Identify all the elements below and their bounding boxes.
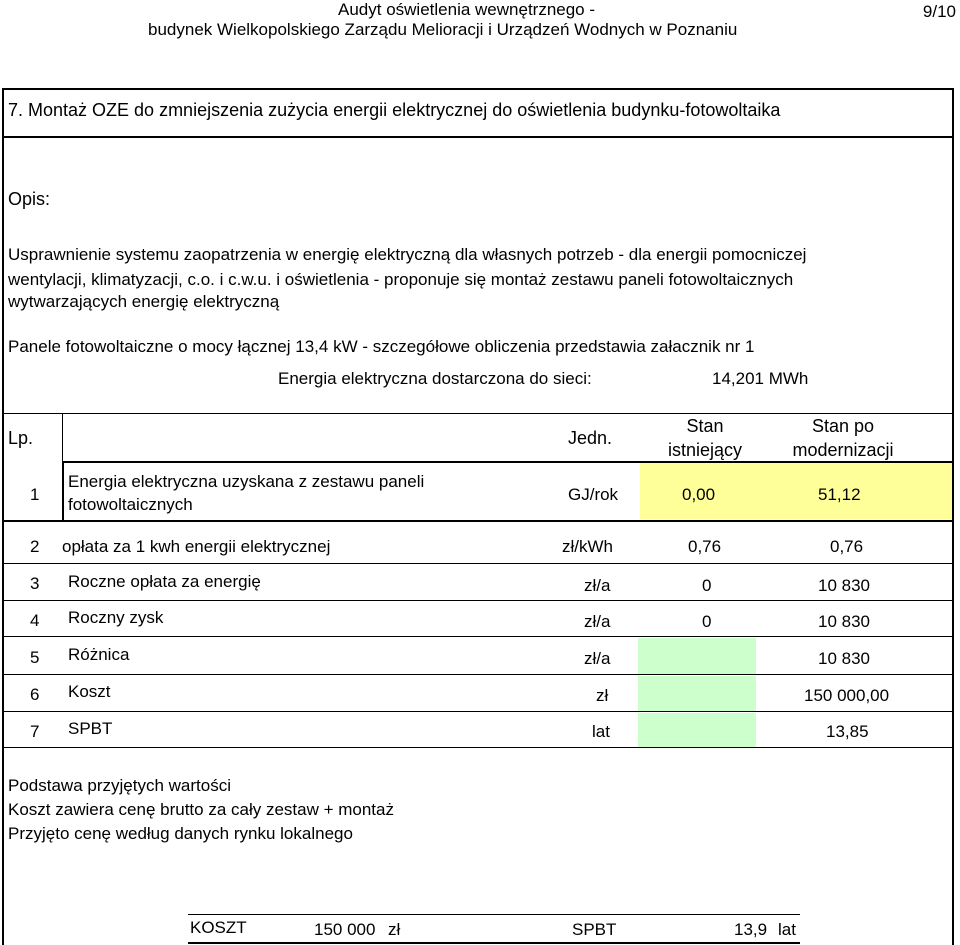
row6-name: Koszt xyxy=(68,682,111,701)
header-current-1: Stan xyxy=(686,416,724,436)
row3-current: 0 xyxy=(702,576,712,595)
row7-name: SPBT xyxy=(68,719,113,738)
table-top-line xyxy=(2,413,954,414)
energy-label: Energia elektryczna dostarczona do sieci: xyxy=(278,369,592,388)
col-divider-row1 xyxy=(62,461,64,521)
row2-name: opłata za 1 kwh energii elektrycznej xyxy=(62,537,331,556)
row6-after: 150 000,00 xyxy=(804,686,890,705)
row2-after: 0,76 xyxy=(830,537,864,556)
row6-bottom-line xyxy=(2,711,954,712)
row5-after: 10 830 xyxy=(818,649,870,668)
row5-green-cell xyxy=(638,638,756,674)
col-divider-header xyxy=(62,413,63,461)
row4-lp: 4 xyxy=(30,611,40,630)
basis-line1: Koszt zawiera cenę brutto za cały zestaw + montaż xyxy=(8,800,394,819)
report-title-line1: Audyt oświetlenia wewnętrznego - xyxy=(338,0,596,19)
row4-bottom-line xyxy=(2,636,954,637)
row6-lp: 6 xyxy=(30,685,40,704)
row7-bottom-line xyxy=(2,747,954,748)
header-lp: Lp. xyxy=(8,428,34,448)
section-title: 7. Montaż OZE do zmniejszenia zużycia energii elektrycznej do oświetlenia budynku-fotowoltaika xyxy=(8,100,781,120)
row1-current: 0,00 xyxy=(682,485,716,504)
summary-spbt-unit: lat xyxy=(778,920,796,939)
description-line1: Usprawnienie systemu zaopatrzenia w energię elektryczną dla własnych potrzeb - dla energii pomocniczej xyxy=(8,245,807,264)
row7-lp: 7 xyxy=(30,722,40,741)
row6-unit: zł xyxy=(596,686,609,705)
row3-lp: 3 xyxy=(30,574,40,593)
row2-current: 0,76 xyxy=(688,537,722,556)
report-title-line2: budynek Wielkopolskiego Zarządu Melioracji i Urządzeń Wodnych w Poznaniu xyxy=(148,20,738,39)
row5-bottom-line xyxy=(2,674,954,675)
row5-name: Różnica xyxy=(68,645,130,664)
frame-left xyxy=(2,88,4,945)
header-unit: Jedn. xyxy=(568,428,613,448)
row3-after: 10 830 xyxy=(818,576,870,595)
energy-value: 14,201 MWh xyxy=(712,369,809,388)
row3-name: Roczne opłata za energię xyxy=(68,572,261,591)
description-line2: wentylacji, klimatyzacji, c.o. i c.w.u. i oświetlenia - proponuje się montaż zestawu paneli fotowoltaicznych xyxy=(8,270,794,289)
row4-unit: zł/a xyxy=(584,612,611,631)
summary-cost-value: 150 000 xyxy=(314,920,376,939)
description-label: Opis: xyxy=(8,189,51,209)
row2-bottom-line xyxy=(2,563,954,564)
panels-info: Panele fotowoltaiczne o mocy łącznej 13,4 kW - szczegółowe obliczenia przedstawia załacznik nr 1 xyxy=(8,337,755,356)
row4-after: 10 830 xyxy=(818,612,870,631)
summary-spbt-label: SPBT xyxy=(572,920,617,939)
row1-unit: GJ/rok xyxy=(568,485,619,504)
page-number: 9/10 xyxy=(922,2,956,21)
frame-top xyxy=(2,88,954,90)
summary-bottom-line xyxy=(188,942,800,944)
row1-after: 51,12 xyxy=(818,485,861,504)
basis-title: Podstawa przyjętych wartości xyxy=(8,776,231,795)
header-current-2: istniejący xyxy=(667,440,743,460)
row1-name-line2: fotowoltaicznych xyxy=(68,495,193,514)
row1-bottom-line xyxy=(2,520,954,522)
summary-cost-unit: zł xyxy=(388,920,401,939)
frame-right xyxy=(952,88,954,945)
summary-spbt-value: 13,9 xyxy=(734,920,768,939)
header-after-1: Stan po xyxy=(811,416,875,436)
summary-top-line xyxy=(188,914,800,915)
header-after-2: modernizacji xyxy=(792,440,894,460)
row1-name-line1: Energia elektryczna uzyskana z zestawu paneli xyxy=(68,472,425,491)
section-divider xyxy=(2,136,954,138)
row7-unit: lat xyxy=(592,722,610,741)
row7-green-cell xyxy=(638,713,756,747)
row5-unit: zł/a xyxy=(584,649,611,668)
row7-after: 13,85 xyxy=(826,722,869,741)
description-line3: wytwarzających energię elektryczną xyxy=(8,292,280,311)
row2-lp: 2 xyxy=(30,537,40,556)
row4-current: 0 xyxy=(702,612,712,631)
row4-name: Roczny zysk xyxy=(68,608,164,627)
row3-bottom-line xyxy=(2,600,954,601)
row6-green-cell xyxy=(638,676,756,711)
basis-line2: Przyjęto cenę według danych rynku lokalnego xyxy=(8,824,353,843)
row2-unit: zł/kWh xyxy=(562,537,613,556)
summary-cost-label: KOSZT xyxy=(190,918,247,937)
row3-unit: zł/a xyxy=(584,576,611,595)
row5-lp: 5 xyxy=(30,648,40,667)
row1-lp: 1 xyxy=(30,485,40,504)
